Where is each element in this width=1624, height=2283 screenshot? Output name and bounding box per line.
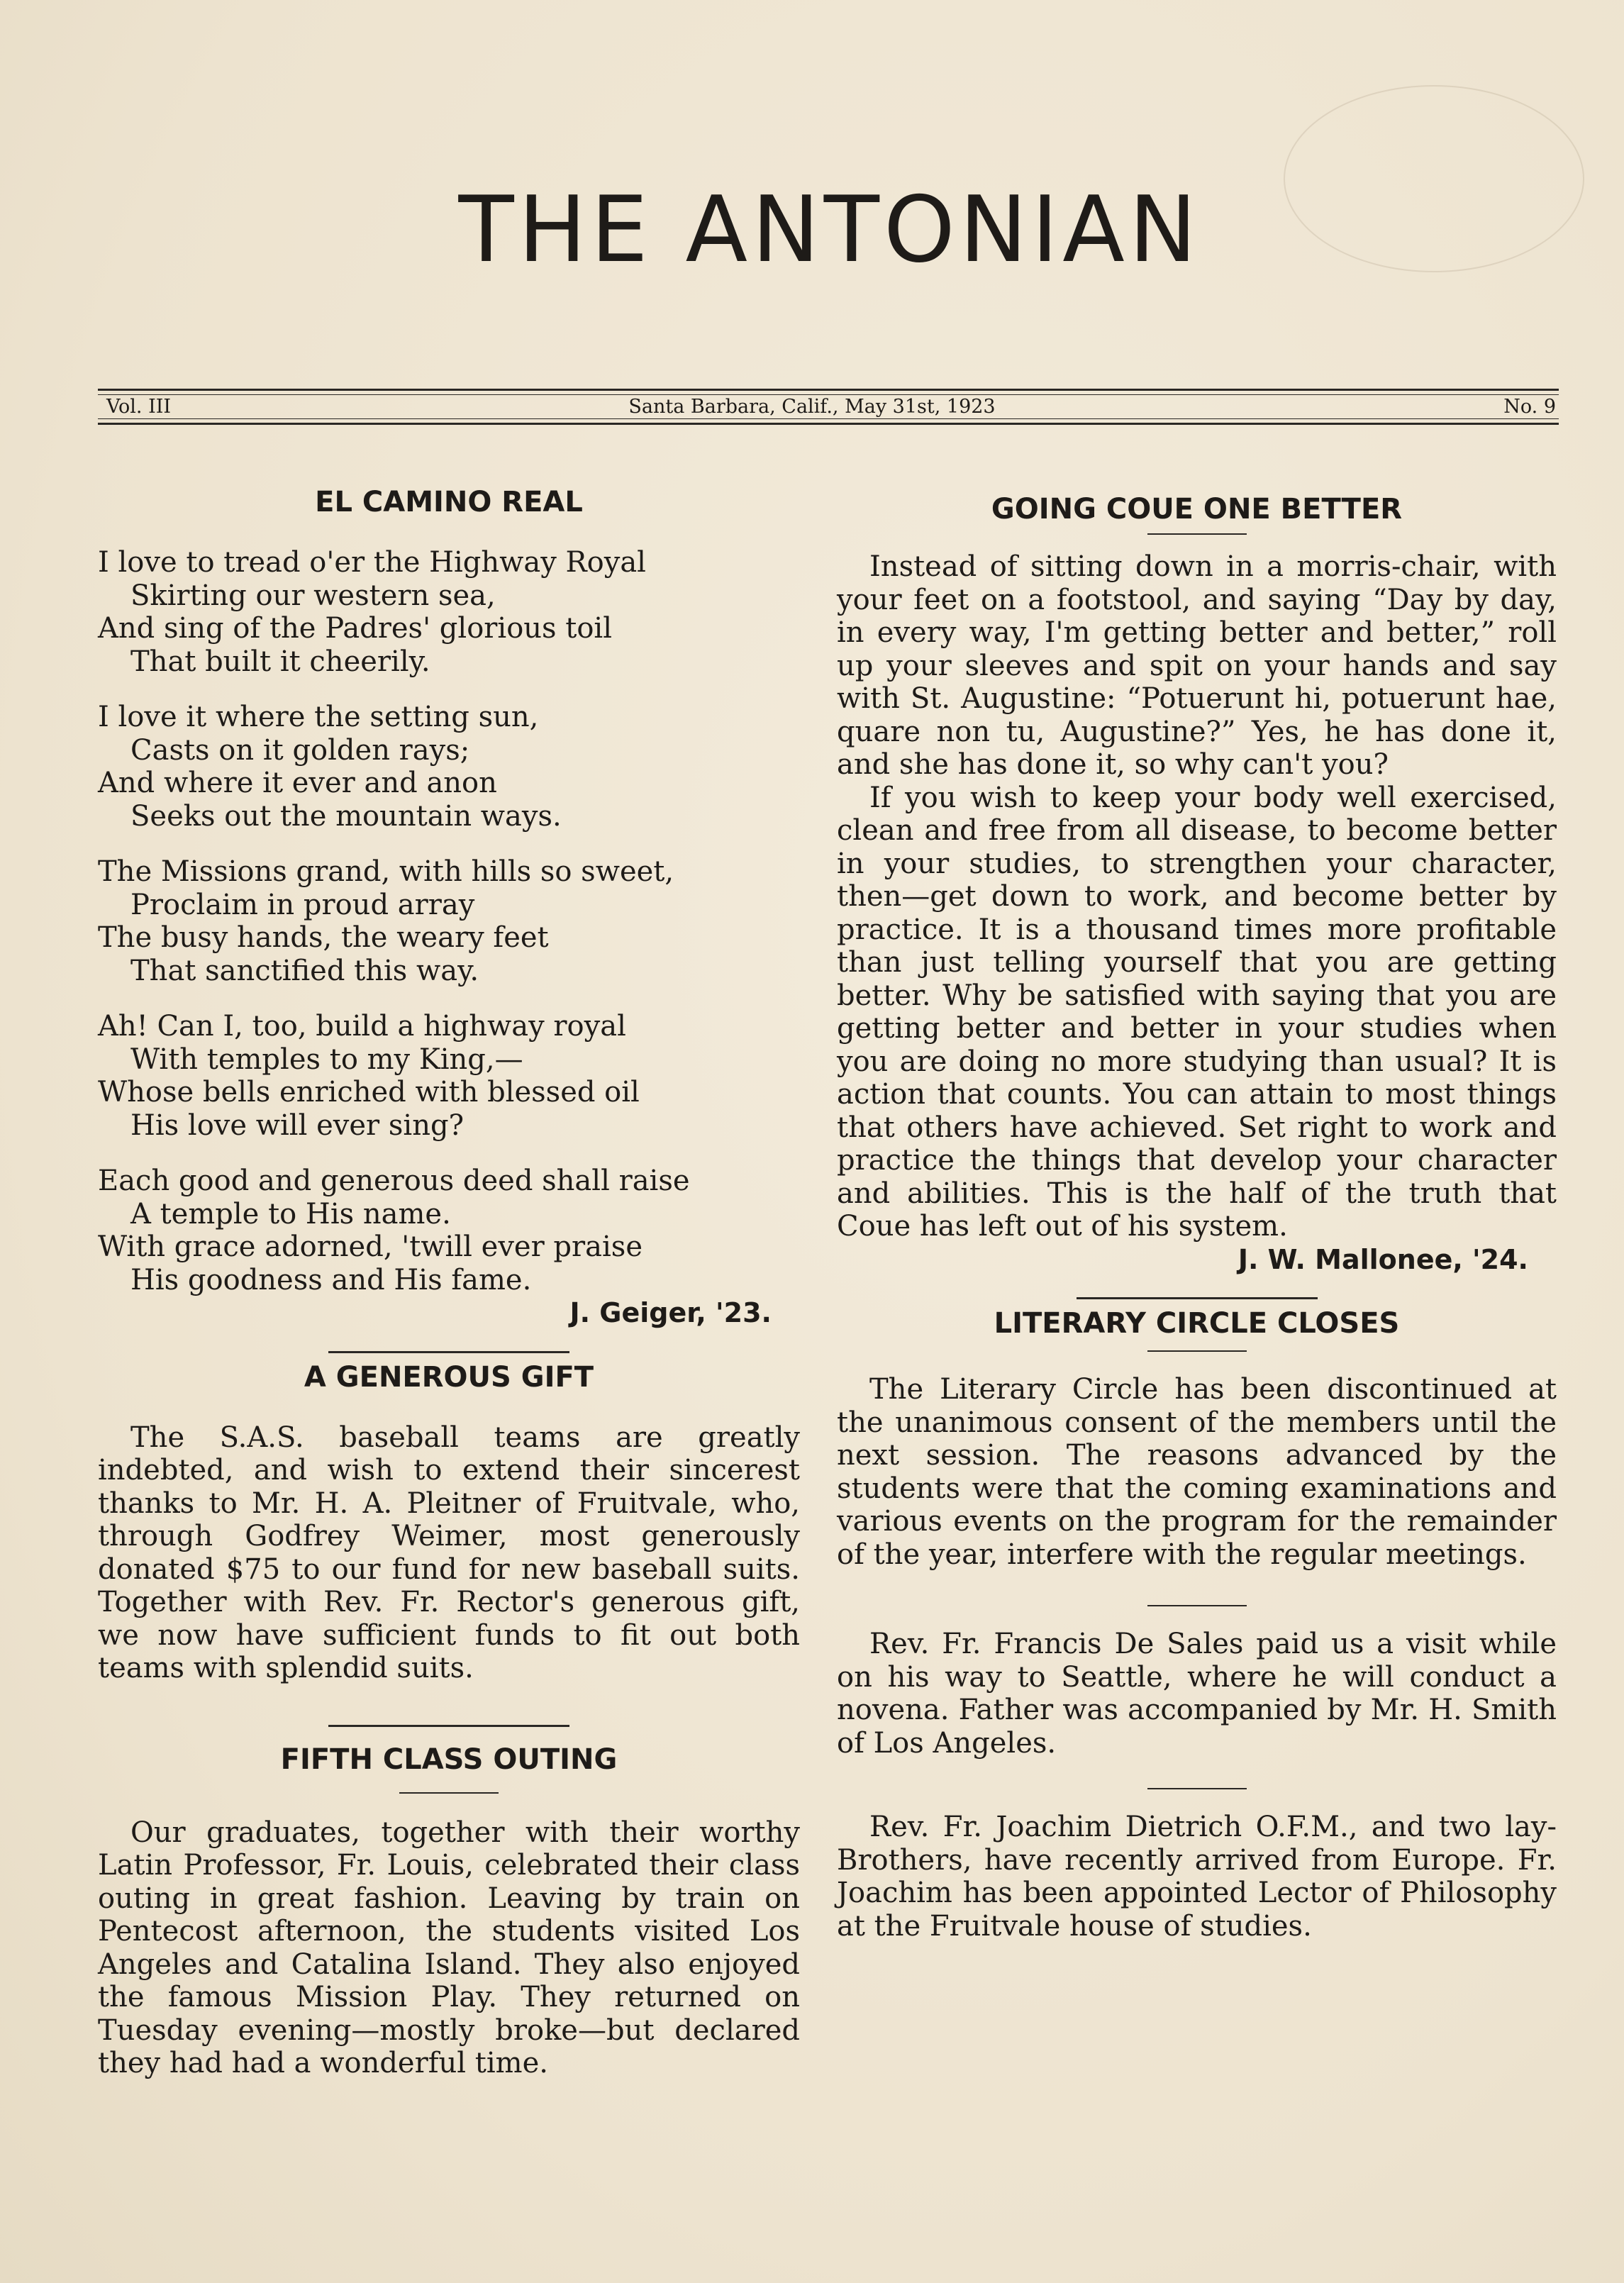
- poem-line: Whose bells enriched with blessed oil: [98, 1076, 640, 1109]
- poem-stanza: [98, 1010, 800, 1142]
- poem-author: J. Geiger, '23.: [569, 1297, 772, 1328]
- poem-line: Seeks out the mountain ways.: [130, 799, 562, 833]
- poem-line: His goodness and His fame.: [130, 1263, 532, 1296]
- literary-body: The Literary Circle has been discontinued at the unanimous consent of the members until the next session. The reasons advanced by the students were that the coming examinations and various events on the program for the remainder of the year, interfere with the regular meetings.: [837, 1373, 1557, 1571]
- poem-line: And where it ever and anon: [98, 767, 497, 799]
- place-date-label: Santa Barbara, Calif., May 31st, 1923: [628, 396, 996, 418]
- issue-number-label: No. 9: [1503, 396, 1556, 418]
- poem-line: With temples to my King,—: [130, 1043, 523, 1076]
- masthead-rule: [98, 418, 1559, 419]
- masthead-title: THE ANTONIAN: [458, 177, 1201, 283]
- gift-article: [98, 1421, 800, 1685]
- poem-title: EL CAMINO REAL: [315, 486, 583, 518]
- poem-line: Skirting our western sea,: [130, 579, 496, 612]
- literary-article: [837, 1373, 1557, 1571]
- gift-body: The S.A.S. baseball teams are greatly indebted, and wish to extend their sincerest thanks to Mr. H. A. Pleitner of Fruitvale, who, through Godfrey Weimer, most generously donated $75 to our fund for new baseball suits. Together with Rev. Fr. Rector's generous gift, we now have sufficient funds to fit out both teams with splendid suits.: [98, 1421, 800, 1684]
- poem-line: Casts on it golden rays;: [130, 733, 470, 767]
- gift-title: A GENEROUS GIFT: [304, 1360, 594, 1394]
- masthead-rule: [98, 389, 1559, 391]
- coue-title: GOING COUE ONE BETTER: [991, 493, 1403, 526]
- poem-line: With grace adorned, 'twill ever praise: [98, 1231, 643, 1263]
- poem-line: A temple to His name.: [130, 1197, 451, 1231]
- masthead-rule: [98, 423, 1559, 425]
- poem-line: That built it cheerily.: [130, 645, 430, 678]
- coue-paragraph-2: If you wish to keep your body well exercised, clean and free from all disease, to become better in your studies, to strengthen your character, then—get down to work, and become better by practice. It is a thousand times more profitable than just telling yourself that you are getting better. Why be satisfied with saying that you are getting better and better in your studies when you are doing no more studying than usual? It is action that counts. You can attain to most things that others have achieved. Set right to work and practice the things that develop your character and abilities. This is the half of the truth that Coue has left out of his system.: [837, 781, 1557, 1243]
- poem-line: I love to tread o'er the Highway Royal: [98, 546, 646, 579]
- masthead-rule: [98, 394, 1559, 395]
- outing-article: [98, 1816, 800, 2080]
- poem-line: And sing of the Padres' glorious toil: [98, 612, 613, 645]
- right-column: [837, 489, 1557, 1943]
- arrival-note: [837, 1811, 1557, 1943]
- outing-body: Our graduates, together with their worthy Latin Professor, Fr. Louis, celebrated their class outing in great fashion. Leaving by train on Pentecost afternoon, the students visited Los Angeles and Catalina Island. They also enjoyed the famous Mission Play. They returned on Tuesday evening—mostly broke—but declared they had had a wonderful time.: [98, 1816, 800, 2079]
- poem-stanza: [98, 546, 800, 678]
- poem-line: His love will ever sing?: [130, 1109, 465, 1142]
- arrival-note-body: Rev. Fr. Joachim Dietrich O.F.M., and two lay-Brothers, have recently arrived from Europe. Fr. Joachim has been appointed Lector of Philosophy at the Fruitvale house of studies.: [837, 1811, 1557, 1943]
- left-column: [98, 482, 800, 2080]
- poem-line: Each good and generous deed shall raise: [98, 1165, 690, 1197]
- coue-paragraph-1: Instead of sitting down in a morris-chair, with your feet on a footstool, and saying “Day by day, in every way, I'm getting better and better,” roll up your sleeves and spit on your hands and say with St. Augustine: “Potuerunt hi, potuerunt hae, quare non tu, Augustine?” Yes, he has done it, and she has done it, so why can't you?: [837, 550, 1557, 781]
- literary-title: LITERARY CIRCLE CLOSES: [994, 1307, 1400, 1340]
- poem-body: [98, 546, 800, 1296]
- poem-line: That sanctified this way.: [130, 954, 479, 987]
- poem-stanza: [98, 855, 800, 987]
- poem-stanza: [98, 701, 800, 833]
- poem-line: The busy hands, the weary feet: [98, 921, 549, 954]
- visit-note: [837, 1628, 1557, 1760]
- poem-stanza: [98, 1165, 800, 1296]
- visit-note-body: Rev. Fr. Francis De Sales paid us a visit while on his way to Seattle, where he will conduct a novena. Father was accompanied by Mr. H. Smith of Los Angeles.: [837, 1628, 1557, 1760]
- outing-title: FIFTH CLASS OUTING: [280, 1743, 618, 1776]
- poem-line: I love it where the setting sun,: [98, 701, 539, 733]
- coue-article: [837, 550, 1557, 1243]
- poem-line: The Missions grand, with hills so sweet,: [98, 855, 674, 888]
- poem-line: Proclaim in proud array: [130, 888, 475, 921]
- volume-label: Vol. III: [106, 396, 172, 418]
- poem-line: Ah! Can I, too, build a highway royal: [98, 1010, 626, 1043]
- coue-author: J. W. Mallonee, '24.: [1238, 1243, 1528, 1275]
